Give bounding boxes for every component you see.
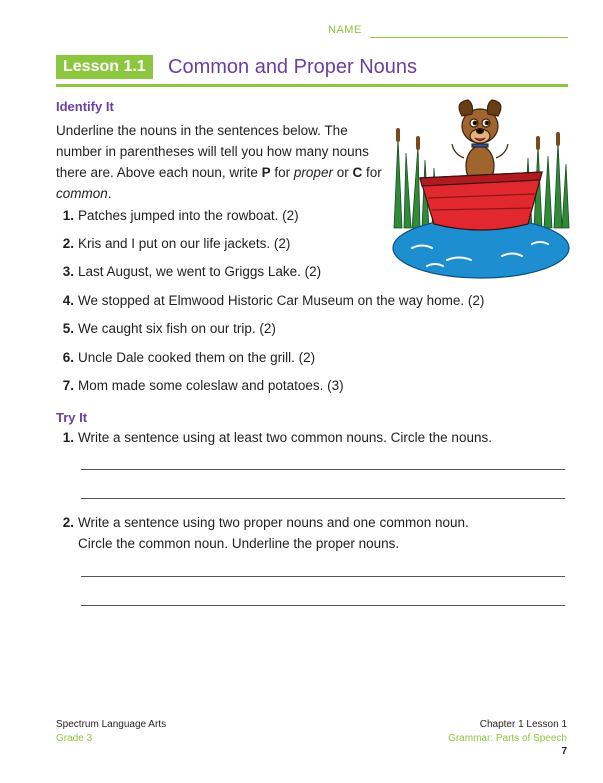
try-item-2 xyxy=(56,512,576,554)
name-label: NAME xyxy=(328,24,362,36)
title-divider xyxy=(56,84,568,87)
answer-line[interactable] xyxy=(81,576,565,577)
item-text: Mom made some coleslaw and potatoes. (3) xyxy=(78,378,344,393)
list-item xyxy=(56,233,576,261)
list-item xyxy=(56,205,576,233)
answer-line[interactable] xyxy=(81,498,565,499)
item-text-line2: Circle the common noun. Underline the proper nouns. xyxy=(78,536,400,551)
footer-left xyxy=(56,718,166,746)
c-letter: C xyxy=(352,165,363,180)
instructions-text-1: Underline the nouns in the sentences below. The number in parentheses will tell you how many nouns there are. Above each noun, write xyxy=(56,123,369,180)
item-number: 2. xyxy=(62,236,74,251)
instructions-text-4: for xyxy=(362,165,382,180)
instructions-text-2: for xyxy=(270,165,294,180)
list-item xyxy=(56,261,576,290)
name-write-line[interactable] xyxy=(370,37,568,38)
try-item-1 xyxy=(56,427,576,448)
list-item xyxy=(56,347,576,375)
item-number: 1. xyxy=(62,208,74,223)
identify-it-heading: Identify It xyxy=(56,99,114,114)
item-text: Write a sentence using two proper nouns and one common noun. xyxy=(78,515,469,530)
list-item xyxy=(56,318,576,347)
footer-grade: Grade 3 xyxy=(56,733,93,744)
item-text: Last August, we went to Griggs Lake. (2) xyxy=(78,264,322,279)
proper-word: proper xyxy=(293,165,333,180)
page-number: 7 xyxy=(561,746,567,757)
answer-line[interactable] xyxy=(81,469,565,470)
list-item xyxy=(56,290,576,318)
try-it-heading: Try It xyxy=(56,410,88,425)
instructions-text-5: . xyxy=(107,186,112,201)
common-word: common xyxy=(56,186,108,201)
page-title: Common and Proper Nouns xyxy=(168,56,418,78)
item-text: Patches jumped into the rowboat. (2) xyxy=(78,208,299,223)
identify-list xyxy=(56,205,576,403)
instructions-text-3: or xyxy=(332,165,353,180)
item-number: 6. xyxy=(62,350,74,365)
footer-topic: Grammar: Parts of Speech xyxy=(448,733,567,744)
lesson-badge: Lesson 1.1 xyxy=(56,55,153,79)
footer-book-title: Spectrum Language Arts xyxy=(56,719,167,730)
answer-line[interactable] xyxy=(81,605,565,606)
footer-right xyxy=(448,718,567,746)
item-number: 4. xyxy=(62,293,74,308)
item-number: 7. xyxy=(62,378,74,393)
item-number: 2. xyxy=(62,515,74,530)
item-text: We stopped at Elmwood Historic Car Museum on the way home. (2) xyxy=(78,293,485,308)
item-text: Kris and I put on our life jackets. (2) xyxy=(78,236,291,251)
item-text: We caught six fish on our trip. (2) xyxy=(78,321,276,336)
item-number: 3. xyxy=(62,264,74,279)
item-number: 5. xyxy=(62,321,74,336)
list-item xyxy=(56,375,576,403)
p-letter: P xyxy=(261,165,271,180)
item-text: Write a sentence using at least two common nouns. Circle the nouns. xyxy=(78,430,492,445)
item-text: Uncle Dale cooked them on the grill. (2) xyxy=(78,350,316,365)
item-number: 1. xyxy=(62,430,74,445)
identify-instructions xyxy=(56,120,386,204)
footer-chapter: Chapter 1 Lesson 1 xyxy=(479,719,567,730)
